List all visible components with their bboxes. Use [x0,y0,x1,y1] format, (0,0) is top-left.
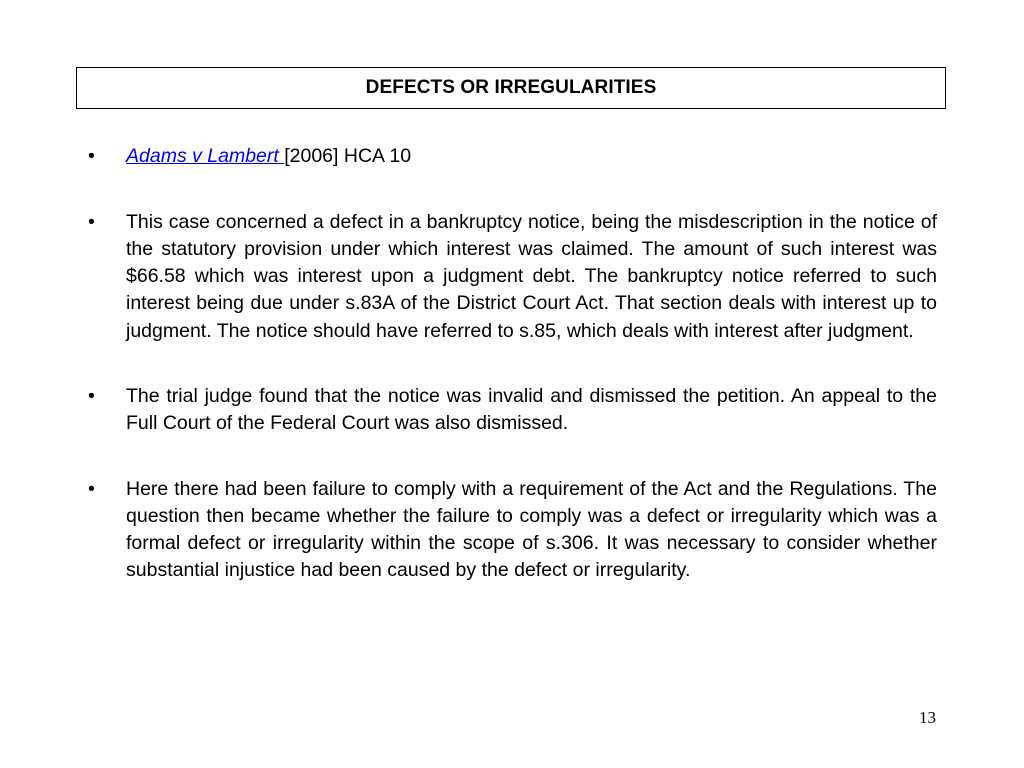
bullet-item-case-citation [84,143,937,171]
bullet-text-analysis: Here there had been failure to comply with a requirement of the Act and the Regulations. The question then became whether the failure to comply was a defect or irregularity which was a formal defect or irregularity within the scope of s.306. It was necessary to consider whether substantial injustice had been caused by the defect or irregularity. [126,477,937,582]
bullet-text-trial-outcome: The trial judge found that the notice was invalid and dismissed the petition. An appeal to the Full Court of the Federal Court was also dismissed. [126,384,937,435]
bullet-text-citation [126,143,937,170]
bullet-text-facts: This case concerned a defect in a bankruptcy notice, being the misdescription in the notice of the statutory provision under which interest was claimed. The amount of such interest was $66.58 which was interest upon a judgment debt. The bankruptcy notice referred to such interest being due under s.83A of the District Court Act. That section deals with interest up to judgment. The notice should have referred to s.85, which deals with interest after judgment. [126,210,937,342]
bullet-list [84,143,937,585]
slide-title: DEFECTS OR IRREGULARITIES [365,77,657,98]
case-link-adams-v-lambert[interactable]: Adams v Lambert [126,145,285,167]
bullet-item-analysis [84,476,937,585]
bullet-item-trial-outcome [84,383,937,438]
title-box [76,67,946,109]
bullet-item-case-facts [84,209,937,345]
citation-text: [2006] HCA 10 [284,145,412,167]
bullet-marker: • [88,145,95,167]
page-number: 13 [919,708,936,727]
bullet-marker: • [88,477,95,500]
bullet-marker: • [88,210,95,233]
bullet-marker: • [88,384,95,407]
